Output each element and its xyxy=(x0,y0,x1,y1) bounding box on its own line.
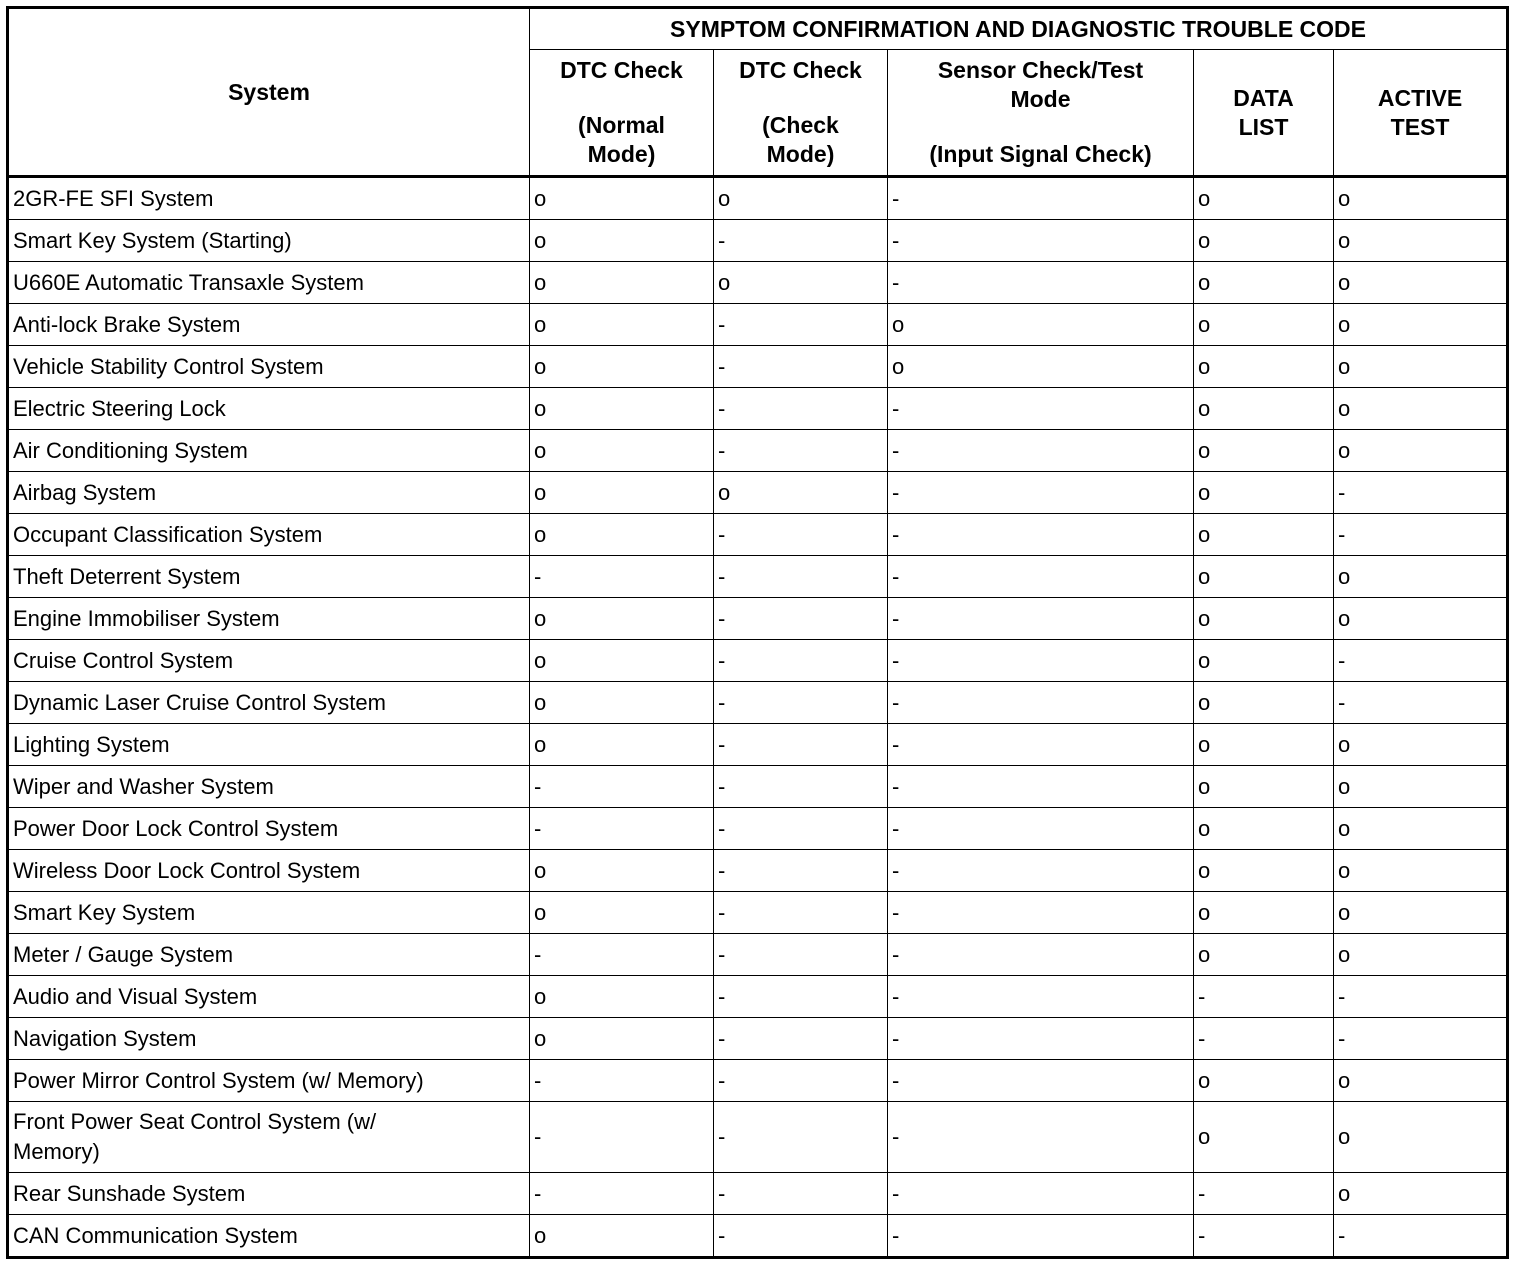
dtc-check-cell: - xyxy=(714,1173,888,1215)
data-list-cell: o xyxy=(1194,346,1334,388)
header-data-list-line2: LIST xyxy=(1238,113,1289,140)
data-list-cell: o xyxy=(1194,934,1334,976)
sensor-check-cell: - xyxy=(888,892,1194,934)
header-symptom-group: SYMPTOM CONFIRMATION AND DIAGNOSTIC TROUBLE CODE xyxy=(530,8,1508,50)
data-list-cell: o xyxy=(1194,556,1334,598)
dtc-check-cell: o xyxy=(714,262,888,304)
data-list-cell: - xyxy=(1194,976,1334,1018)
active-test-cell: o xyxy=(1334,934,1508,976)
sensor-check-cell: - xyxy=(888,472,1194,514)
dtc-normal-cell: o xyxy=(530,892,714,934)
header-dtc-normal-line2: (Normal xyxy=(578,112,665,138)
header-dtc-check-line1: DTC Check xyxy=(739,57,862,83)
dtc-normal-cell: - xyxy=(530,934,714,976)
data-list-cell: o xyxy=(1194,850,1334,892)
dtc-normal-cell: o xyxy=(530,682,714,724)
dtc-check-cell: - xyxy=(714,640,888,682)
dtc-normal-cell: o xyxy=(530,220,714,262)
table-row xyxy=(8,682,1508,724)
system-name-line2: Memory) xyxy=(13,1139,100,1164)
system-name-cell: Smart Key System (Starting) xyxy=(8,220,530,262)
data-list-cell: o xyxy=(1194,808,1334,850)
data-list-cell: o xyxy=(1194,388,1334,430)
dtc-normal-cell: o xyxy=(530,346,714,388)
data-list-cell: o xyxy=(1194,177,1334,220)
dtc-check-cell: - xyxy=(714,766,888,808)
data-list-cell: o xyxy=(1194,472,1334,514)
table-row xyxy=(8,430,1508,472)
dtc-normal-cell: o xyxy=(530,724,714,766)
system-name-cell: Audio and Visual System xyxy=(8,976,530,1018)
sensor-check-cell: - xyxy=(888,766,1194,808)
table-row xyxy=(8,1173,1508,1215)
system-name-cell: Anti-lock Brake System xyxy=(8,304,530,346)
system-name-cell: Power Door Lock Control System xyxy=(8,808,530,850)
sensor-check-cell: - xyxy=(888,1018,1194,1060)
active-test-cell: - xyxy=(1334,1018,1508,1060)
system-name-cell: Wiper and Washer System xyxy=(8,766,530,808)
system-name-cell: Wireless Door Lock Control System xyxy=(8,850,530,892)
header-dtc-check-line2: (Check xyxy=(762,112,839,138)
active-test-cell: - xyxy=(1334,514,1508,556)
active-test-cell: o xyxy=(1334,346,1508,388)
system-name-cell: Electric Steering Lock xyxy=(8,388,530,430)
data-list-cell: o xyxy=(1194,724,1334,766)
dtc-normal-cell: o xyxy=(530,976,714,1018)
dtc-normal-cell: o xyxy=(530,1018,714,1060)
table-row xyxy=(8,1215,1508,1258)
table-row xyxy=(8,1018,1508,1060)
dtc-check-cell: - xyxy=(714,346,888,388)
dtc-normal-cell: o xyxy=(530,850,714,892)
dtc-normal-cell: o xyxy=(530,388,714,430)
active-test-cell: o xyxy=(1334,1173,1508,1215)
table-row xyxy=(8,346,1508,388)
header-dtc-normal-line3: Mode) xyxy=(587,141,656,167)
active-test-cell: o xyxy=(1334,177,1508,220)
dtc-check-cell: - xyxy=(714,388,888,430)
system-name-cell: Air Conditioning System xyxy=(8,430,530,472)
header-row-group xyxy=(8,8,1508,50)
dtc-check-cell: - xyxy=(714,1018,888,1060)
active-test-cell: - xyxy=(1334,472,1508,514)
sensor-check-cell: - xyxy=(888,1173,1194,1215)
dtc-normal-cell: o xyxy=(530,514,714,556)
table-row xyxy=(8,850,1508,892)
table-row xyxy=(8,598,1508,640)
system-name-cell: Lighting System xyxy=(8,724,530,766)
dtc-check-cell: - xyxy=(714,934,888,976)
active-test-cell: o xyxy=(1334,262,1508,304)
sensor-check-cell: - xyxy=(888,640,1194,682)
dtc-normal-cell: - xyxy=(530,1060,714,1102)
table-row xyxy=(8,556,1508,598)
dtc-normal-cell: - xyxy=(530,1173,714,1215)
system-name-cell: Airbag System xyxy=(8,472,530,514)
dtc-normal-cell: o xyxy=(530,177,714,220)
active-test-cell: o xyxy=(1334,304,1508,346)
active-test-cell: - xyxy=(1334,976,1508,1018)
data-list-cell: o xyxy=(1194,220,1334,262)
diagnostic-table-container xyxy=(6,6,1509,1259)
dtc-normal-cell: o xyxy=(530,1215,714,1258)
dtc-normal-cell: - xyxy=(530,808,714,850)
sensor-check-cell: - xyxy=(888,724,1194,766)
header-spacer xyxy=(888,114,1193,140)
active-test-cell: o xyxy=(1334,766,1508,808)
data-list-cell: o xyxy=(1194,514,1334,556)
table-body xyxy=(8,177,1508,1258)
dtc-normal-cell: o xyxy=(530,262,714,304)
active-test-cell: - xyxy=(1334,640,1508,682)
table-row xyxy=(8,220,1508,262)
dtc-normal-cell: - xyxy=(530,1102,714,1173)
sensor-check-cell: o xyxy=(888,346,1194,388)
header-sensor-line2: Mode xyxy=(1010,86,1071,112)
dtc-normal-cell: o xyxy=(530,430,714,472)
system-name-cell: Dynamic Laser Cruise Control System xyxy=(8,682,530,724)
active-test-cell: o xyxy=(1334,1102,1508,1173)
dtc-normal-cell: o xyxy=(530,304,714,346)
sensor-check-cell: - xyxy=(888,934,1194,976)
sensor-check-cell: - xyxy=(888,598,1194,640)
active-test-cell: o xyxy=(1334,556,1508,598)
data-list-cell: o xyxy=(1194,598,1334,640)
system-name-cell: Smart Key System xyxy=(8,892,530,934)
dtc-check-cell: - xyxy=(714,1215,888,1258)
dtc-check-cell: - xyxy=(714,682,888,724)
system-name-cell: Cruise Control System xyxy=(8,640,530,682)
sensor-check-cell: - xyxy=(888,556,1194,598)
data-list-cell: - xyxy=(1194,1018,1334,1060)
active-test-cell: o xyxy=(1334,598,1508,640)
dtc-check-cell: - xyxy=(714,598,888,640)
dtc-check-cell: - xyxy=(714,724,888,766)
header-data-list-line1: DATA xyxy=(1233,84,1294,111)
dtc-check-cell: - xyxy=(714,1102,888,1173)
dtc-normal-cell: o xyxy=(530,598,714,640)
sensor-check-cell: - xyxy=(888,850,1194,892)
table-row xyxy=(8,514,1508,556)
dtc-normal-cell: - xyxy=(530,766,714,808)
active-test-cell: o xyxy=(1334,220,1508,262)
header-sensor-line1: Sensor Check/Test xyxy=(937,57,1144,83)
active-test-cell: o xyxy=(1334,892,1508,934)
data-list-cell: o xyxy=(1194,682,1334,724)
header-sensor-check xyxy=(888,50,1194,177)
active-test-cell: o xyxy=(1334,388,1508,430)
dtc-check-cell: - xyxy=(714,808,888,850)
table-row xyxy=(8,304,1508,346)
dtc-check-cell: - xyxy=(714,430,888,472)
table-row xyxy=(8,177,1508,220)
table-row xyxy=(8,976,1508,1018)
table-row xyxy=(8,724,1508,766)
active-test-cell: - xyxy=(1334,1215,1508,1258)
header-active-test-line2: TEST xyxy=(1390,113,1450,140)
table-row xyxy=(8,640,1508,682)
data-list-cell: o xyxy=(1194,1102,1334,1173)
sensor-check-cell: - xyxy=(888,1102,1194,1173)
dtc-normal-cell: o xyxy=(530,640,714,682)
table-row xyxy=(8,262,1508,304)
system-name-cell: U660E Automatic Transaxle System xyxy=(8,262,530,304)
header-sensor-line3: (Input Signal Check) xyxy=(929,141,1152,167)
data-list-cell: o xyxy=(1194,304,1334,346)
system-name-cell: 2GR-FE SFI System xyxy=(8,177,530,220)
system-name-cell xyxy=(8,1102,530,1173)
data-list-cell: o xyxy=(1194,262,1334,304)
system-name-cell: Occupant Classification System xyxy=(8,514,530,556)
system-name-cell: Theft Deterrent System xyxy=(8,556,530,598)
active-test-cell: o xyxy=(1334,1060,1508,1102)
data-list-cell: - xyxy=(1194,1173,1334,1215)
data-list-cell: o xyxy=(1194,766,1334,808)
active-test-cell: o xyxy=(1334,724,1508,766)
table-row xyxy=(8,472,1508,514)
active-test-cell: o xyxy=(1334,430,1508,472)
data-list-cell: - xyxy=(1194,1215,1334,1258)
diagnostic-function-table xyxy=(6,6,1509,1259)
sensor-check-cell: - xyxy=(888,808,1194,850)
sensor-check-cell: - xyxy=(888,1215,1194,1258)
header-dtc-normal xyxy=(530,50,714,177)
sensor-check-cell: - xyxy=(888,1060,1194,1102)
data-list-cell: o xyxy=(1194,430,1334,472)
active-test-cell: o xyxy=(1334,850,1508,892)
table-row xyxy=(8,934,1508,976)
header-dtc-check-line3: Mode) xyxy=(766,141,835,167)
sensor-check-cell: - xyxy=(888,220,1194,262)
dtc-normal-cell: o xyxy=(530,472,714,514)
sensor-check-cell: - xyxy=(888,514,1194,556)
header-dtc-normal-line1: DTC Check xyxy=(560,57,683,83)
sensor-check-cell: - xyxy=(888,682,1194,724)
table-row xyxy=(8,892,1508,934)
table-row xyxy=(8,388,1508,430)
sensor-check-cell: - xyxy=(888,430,1194,472)
header-active-test-line1: ACTIVE xyxy=(1377,84,1463,111)
system-name-cell: CAN Communication System xyxy=(8,1215,530,1258)
dtc-check-cell: - xyxy=(714,850,888,892)
active-test-cell: - xyxy=(1334,682,1508,724)
sensor-check-cell: - xyxy=(888,976,1194,1018)
dtc-check-cell: o xyxy=(714,472,888,514)
sensor-check-cell: - xyxy=(888,177,1194,220)
header-spacer xyxy=(714,85,887,111)
system-name-cell: Rear Sunshade System xyxy=(8,1173,530,1215)
data-list-cell: o xyxy=(1194,640,1334,682)
dtc-check-cell: - xyxy=(714,220,888,262)
system-name-cell: Power Mirror Control System (w/ Memory) xyxy=(8,1060,530,1102)
sensor-check-cell: - xyxy=(888,262,1194,304)
table-row xyxy=(8,808,1508,850)
dtc-check-cell: - xyxy=(714,1060,888,1102)
dtc-check-cell: - xyxy=(714,892,888,934)
dtc-check-cell: - xyxy=(714,976,888,1018)
table-row xyxy=(8,766,1508,808)
table-row xyxy=(8,1060,1508,1102)
system-name-cell: Meter / Gauge System xyxy=(8,934,530,976)
dtc-normal-cell: - xyxy=(530,556,714,598)
header-active-test xyxy=(1334,50,1508,177)
dtc-check-cell: - xyxy=(714,304,888,346)
dtc-check-cell: o xyxy=(714,177,888,220)
system-name-cell: Navigation System xyxy=(8,1018,530,1060)
dtc-check-cell: - xyxy=(714,556,888,598)
header-system: System xyxy=(8,8,530,177)
data-list-cell: o xyxy=(1194,892,1334,934)
header-dtc-check xyxy=(714,50,888,177)
system-name-cell: Engine Immobiliser System xyxy=(8,598,530,640)
system-name-line1: Front Power Seat Control System (w/ xyxy=(13,1109,377,1134)
system-name-cell: Vehicle Stability Control System xyxy=(8,346,530,388)
dtc-check-cell: - xyxy=(714,514,888,556)
data-list-cell: o xyxy=(1194,1060,1334,1102)
active-test-cell: o xyxy=(1334,808,1508,850)
header-data-list xyxy=(1194,50,1334,177)
header-spacer xyxy=(530,85,713,111)
table-row xyxy=(8,1102,1508,1173)
sensor-check-cell: - xyxy=(888,388,1194,430)
sensor-check-cell: o xyxy=(888,304,1194,346)
